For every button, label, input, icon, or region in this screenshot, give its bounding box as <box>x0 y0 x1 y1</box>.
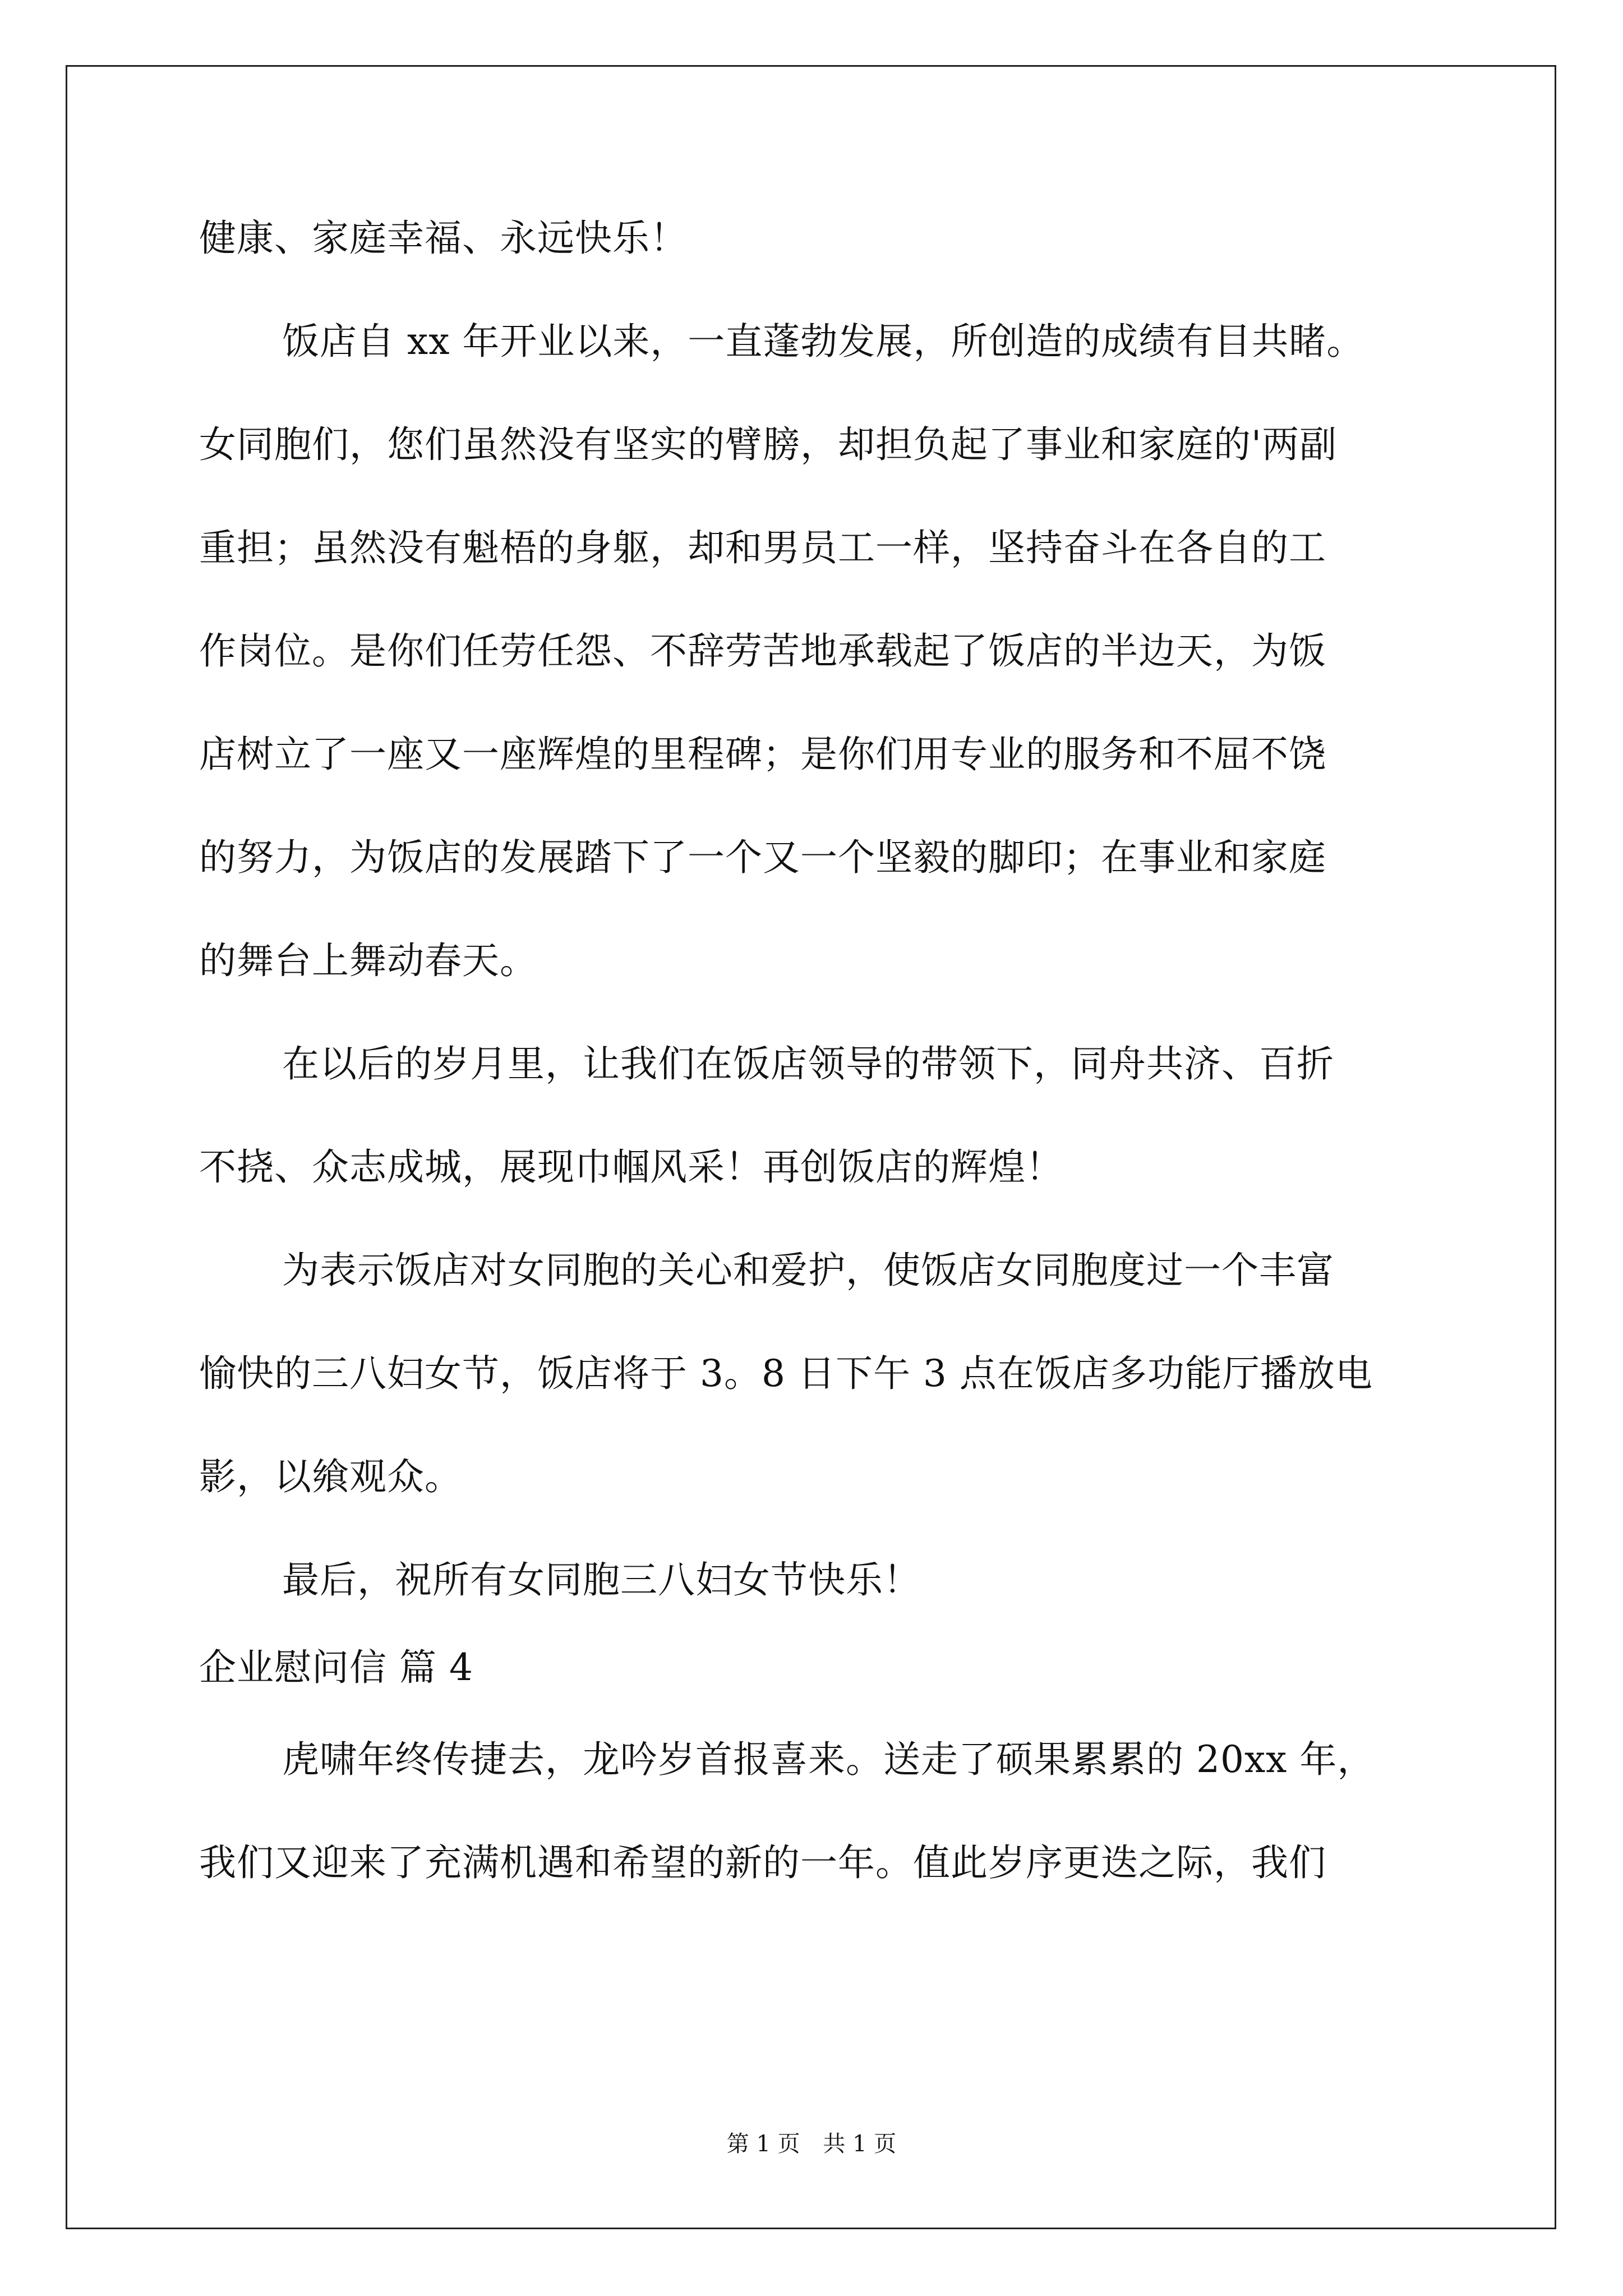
page-total: 共 1 页 <box>823 2131 897 2157</box>
text-line: 重担；虽然没有魁梧的身躯，却和男员工一样，坚持奋斗在各自的工 <box>199 526 1326 569</box>
text-line: 愉快的三八妇女节，饭店将于 3。8 日下午 3 点在饭店多功能厅播放电 <box>199 1352 1373 1395</box>
page-number: 第 1 页 <box>726 2131 800 2157</box>
text-line: 店树立了一座又一座辉煌的里程碑；是你们用专业的服务和不屈不饶 <box>199 733 1326 776</box>
page-footer <box>0 2126 1623 2158</box>
text-line: 在以后的岁月里，让我们在饭店领导的带领下，同舟共济、百折 <box>282 1042 1334 1085</box>
text-line: 的努力，为饭店的发展踏下了一个又一个坚毅的脚印；在事业和家庭 <box>199 836 1326 879</box>
text-line: 最后，祝所有女同胞三八妇女节快乐！ <box>282 1558 921 1602</box>
text-line: 为表示饭店对女同胞的关心和爱护，使饭店女同胞度过一个丰富 <box>282 1249 1334 1292</box>
section-heading: 企业慰问信 篇 4 <box>199 1646 473 1689</box>
text-line: 不挠、众志成城，展现巾帼风采！再创饭店的辉煌！ <box>199 1145 1063 1189</box>
text-line: 我们又迎来了充满机遇和希望的新的一年。值此岁序更迭之际，我们 <box>199 1841 1326 1884</box>
text-line: 作岗位。是你们任劳任怨、不辞劳苦地承载起了饭店的半边天，为饭 <box>199 629 1326 673</box>
text-line: 虎啸年终传捷去，龙吟岁首报喜来。送走了硕果累累的 20xx 年， <box>282 1738 1375 1781</box>
text-line: 女同胞们，您们虽然没有坚实的臂膀，却担负起了事业和家庭的'两副 <box>199 423 1338 466</box>
text-line: 影，以飨观众。 <box>199 1455 462 1498</box>
text-line: 健康、家庭幸福、永远快乐！ <box>199 217 688 260</box>
text-line: 的舞台上舞动春天。 <box>199 939 537 982</box>
text-line: 饭店自 xx 年开业以来，一直蓬勃发展，所创造的成绩有目共睹。 <box>282 320 1364 363</box>
